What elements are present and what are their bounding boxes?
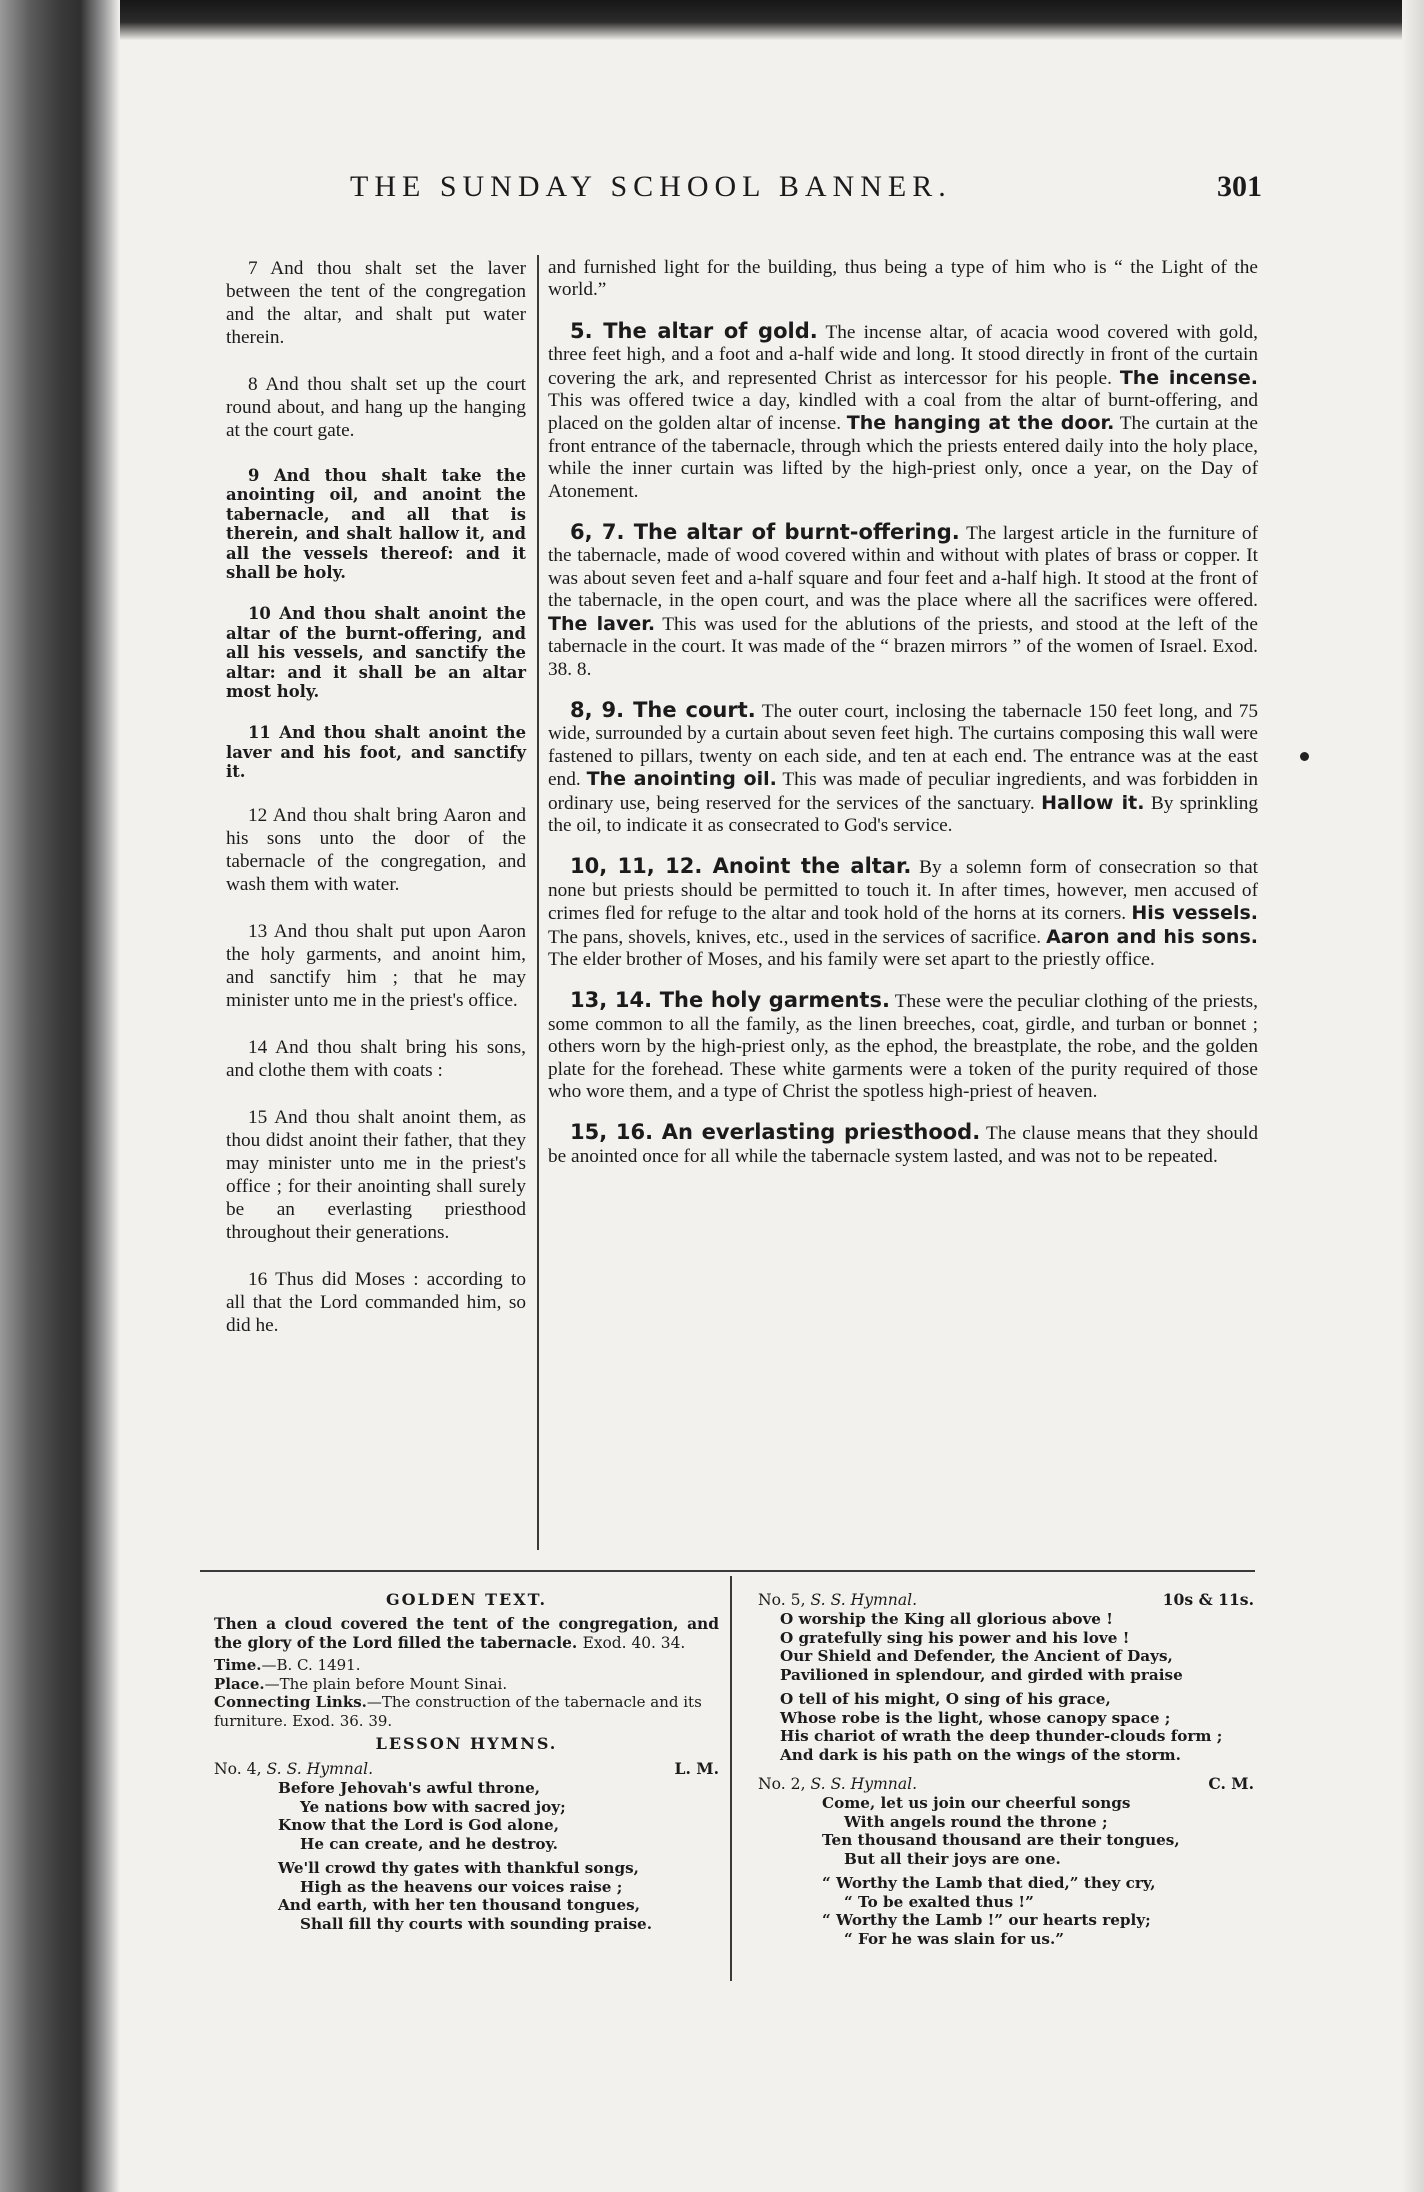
golden-text-title: GOLDEN TEXT.	[385, 1590, 548, 1609]
scripture-verse	[226, 257, 526, 349]
time-label: Time.	[214, 1656, 262, 1674]
scripture-verses-column	[226, 257, 526, 1361]
note-text: The clause means that they should be anointed once for all while the tabernacle system lasted, and was not to be repeated.	[548, 1123, 1258, 1167]
running-head: THE SUNDAY SCHOOL BANNER.	[350, 170, 952, 203]
hymn-line: “ Worthy the Lamb that died,” they cry,	[822, 1874, 1156, 1892]
hymn-meter: C. M.	[1208, 1774, 1254, 1793]
hymn-line: And earth, with her ten thousand tongues,	[278, 1896, 640, 1914]
commentary-note	[548, 699, 1258, 837]
hymn-meter: 10s & 11s.	[1162, 1590, 1254, 1609]
lesson-hymns-title: LESSON HYMNS.	[375, 1734, 558, 1753]
golden-text	[214, 1615, 719, 1652]
verse-text: 13 And thou shalt put upon Aaron the holy garments, and anoint him, and sanctify him ; that he may minister unto me in the priest's office.	[226, 920, 526, 1011]
scripture-verse	[226, 804, 526, 896]
hymn-number: No. 5,	[758, 1591, 806, 1609]
hymn-line: And dark is his path on the wings of the storm.	[780, 1745, 1181, 1764]
note-text: The curtain at the front entrance of the tabernacle, through which the priests entered daily into the holy place, while the inner curtain was lifted by the high-priest only, once a year, on the Day of Atonement.	[548, 413, 1258, 502]
hymn-line: With angels round the throne ;	[844, 1812, 1108, 1831]
hymn-reference	[758, 1774, 917, 1794]
golden-text-section	[214, 1590, 719, 1933]
hymn-block	[214, 1759, 719, 1933]
hymn-line: Ten thousand thousand are their tongues,	[822, 1831, 1180, 1849]
place-label: Place.	[214, 1674, 265, 1693]
note-term: His vessels.	[1131, 902, 1258, 925]
time-value: —B. C. 1491.	[261, 1656, 361, 1674]
hymn-line: Our Shield and Defender, the Ancient of Days,	[780, 1647, 1173, 1665]
hymn-line: Whose robe is the light, whose canopy space ;	[780, 1708, 1171, 1727]
hymn-line: Pavilioned in splendour, and girded with praise	[780, 1665, 1183, 1684]
scripture-verse	[226, 1036, 526, 1082]
note-term: The anointing oil.	[586, 768, 777, 791]
commentary-notes-column	[548, 257, 1258, 1186]
verse-text: 10 And thou shalt anoint the altar of the burnt-offering, and all his vessels, and sanctify the altar: and it shall be an altar most holy.	[226, 604, 526, 702]
note-text: The largest article in the furniture of the tabernacle, made of wood covered within and without with plates of brass or copper. It was about seven feet and a-half square and four feet and a-half high. It stood at the front of the tabernacle, in the open court, and was the place where all the sacrifices were offered.	[548, 523, 1258, 612]
hymn-line: “ For he was slain for us.”	[844, 1929, 1064, 1948]
scripture-verse	[226, 373, 526, 442]
note-term: The laver.	[548, 612, 656, 635]
hymn-line: Ye nations bow with sacred joy;	[300, 1797, 566, 1816]
hymn-line: He can create, and he destroy.	[300, 1834, 558, 1853]
commentary-note	[548, 257, 1258, 302]
commentary-note	[548, 989, 1258, 1103]
note-heading: 15, 16. An everlasting priesthood.	[570, 1120, 981, 1145]
note-heading: 13, 14. The holy garments.	[570, 988, 890, 1013]
scripture-verse	[226, 920, 526, 1012]
verse-text: 15 And thou shalt anoint them, as thou didst anoint their father, that they may minister unto me in the priest's office ; for their anointing shall surely be an everlasting priesthood throughout their generations.	[226, 1106, 526, 1243]
hymn-line: We'll crowd thy gates with thankful songs,	[278, 1859, 639, 1877]
note-heading: 6, 7. The altar of burnt-offering.	[570, 520, 960, 545]
hymn-reference	[758, 1590, 917, 1610]
hymn-line: Know that the Lord is God alone,	[278, 1816, 560, 1834]
hymn-block	[758, 1774, 1254, 1948]
page-header	[258, 168, 1262, 212]
note-text: and furnished light for the building, thus being a type of him who is “ the Light of the world.”	[548, 257, 1258, 301]
connecting-links-label: Connecting Links.	[214, 1693, 367, 1711]
book-spine-shadow	[0, 0, 120, 2192]
note-term: Hallow it.	[1041, 791, 1145, 814]
commentary-note	[548, 855, 1258, 971]
verse-text: 12 And thou shalt bring Aaron and his sons unto the door of the tabernacle of the congregation, and wash them with water.	[226, 804, 526, 895]
note-text: By a solemn form of consecration so that none but priests should be permitted to touch it. In after times, however, men accused of crimes fled for refuge to the altar and took hold of the horns at its corners.	[548, 857, 1258, 925]
hymn-line: Shall fill thy courts with sounding praise.	[300, 1914, 653, 1933]
note-heading: 8, 9. The court.	[570, 697, 756, 722]
note-text: This was used for the ablutions of the priests, and stood at the left of the tabernacle in the court. It was made of the “ brazen mirrors ” of the women of Israel. Exod. 38. 8.	[548, 613, 1258, 680]
hymn-header	[214, 1759, 719, 1779]
hymns-right-column	[758, 1590, 1254, 1948]
verse-text: 8 And thou shalt set up the court round about, and hang up the hanging at the court gate.	[226, 374, 526, 441]
note-text: The incense altar, of acacia wood covered with gold, three feet high, and a foot and a-half wide and long. It stood directly in front of the curtain covering the ark, and represented Christ as intercessor for his people.	[548, 321, 1258, 389]
note-text: This was offered twice a day, kindled with a coal from the altar of burnt-offering, and placed on the golden altar of incense.	[548, 390, 1258, 435]
commentary-note	[548, 521, 1258, 681]
hymn-meter: L. M.	[674, 1759, 719, 1778]
hymn-header	[758, 1774, 1254, 1794]
commentary-note	[548, 1121, 1258, 1168]
hymn-line: “ To be exalted thus !”	[844, 1892, 1034, 1911]
verse-text: 14 And thou shalt bring his sons, and clothe them with coats :	[226, 1036, 526, 1081]
scripture-verse	[226, 1106, 526, 1244]
golden-text-reference: Exod. 40. 34.	[582, 1633, 686, 1652]
note-term: The incense.	[1119, 366, 1258, 389]
place-line	[214, 1675, 719, 1694]
hymn-number: No. 2,	[758, 1775, 806, 1793]
scripture-verse	[226, 604, 526, 701]
hymn-line: O worship the King all glorious above !	[780, 1610, 1113, 1628]
note-term: Aaron and his sons.	[1046, 925, 1258, 948]
page-top-edge	[0, 0, 1424, 40]
connecting-links-value: —The construction of the tabernacle and its furniture. Exod. 36. 39.	[214, 1693, 702, 1730]
hymn-block	[758, 1590, 1254, 1764]
hymn-source: S. S. Hymnal.	[810, 1591, 918, 1609]
hymn-source: S. S. Hymnal.	[810, 1775, 918, 1793]
hymn-line: Before Jehovah's awful throne,	[278, 1779, 541, 1797]
verse-text: 16 Thus did Moses : according to all that the Lord commanded him, so did he.	[226, 1268, 526, 1336]
hymn-line: But all their joys are one.	[844, 1849, 1061, 1868]
hymn-reference	[214, 1759, 373, 1779]
scripture-verse	[226, 1268, 526, 1337]
lower-column-rule	[730, 1576, 732, 1981]
hymn-line: “ Worthy the Lamb !” our hearts reply;	[822, 1911, 1151, 1929]
hymn-line: O gratefully sing his power and his love !	[780, 1628, 1130, 1647]
hymn-header	[758, 1590, 1254, 1610]
hymn-line: O tell of his might, O sing of his grace,	[780, 1690, 1111, 1708]
note-text: These were the peculiar clothing of the priests, some common to all the family, as the linen breeches, coat, girdle, and turban or bonnet ; others worn by the high-priest only, as the ephod, the breastplate, the robe, and the golden plate for the forehead. These white garments were a token of the purity required of those who wore them, and a type of Christ the spotless high-priest of heaven.	[548, 991, 1258, 1102]
note-text: The outer court, inclosing the tabernacle 150 feet long, and 75 wide, surrounded by a curtain about seven feet high. The curtains composing this wall were fastened to pillars, twenty on each side, and ten at each end. The entrance was at the east end.	[548, 700, 1258, 791]
note-text: By sprinkling the oil, to indicate it as consecrated to God's service.	[548, 792, 1258, 836]
note-text: The pans, shovels, knives, etc., used in the services of sacrifice.	[548, 926, 1047, 948]
page-number: 301	[1217, 170, 1262, 203]
time-line	[214, 1656, 719, 1675]
verse-text: 7 And thou shalt set the laver between the tent of the congregation and the altar, and shalt put water therein.	[226, 258, 526, 348]
verse-text: 9 And thou shalt take the anointing oil, and anoint the tabernacle, and all that is therein, and shalt hallow it, and all the vessels thereof: and it shall be holy.	[226, 466, 526, 583]
verse-text: 11 And thou shalt anoint the laver and his foot, and sanctify it.	[226, 723, 526, 782]
column-rule	[537, 255, 539, 1550]
page-right-edge	[1402, 0, 1424, 2192]
hymn-number: No. 4,	[214, 1760, 262, 1778]
commentary-note	[548, 320, 1258, 503]
hymn-line: High as the heavens our voices raise ;	[300, 1877, 623, 1896]
note-text: The elder brother of Moses, and his family were set apart to the priestly office.	[548, 948, 1155, 970]
note-text: This was made of peculiar ingredients, and was forbidden in ordinary use, being reserved for the services of the sanctuary.	[548, 769, 1259, 814]
note-term: The hanging at the door.	[846, 412, 1115, 435]
scripture-verse	[226, 723, 526, 781]
place-value: —The plain before Mount Sinai.	[264, 1674, 508, 1693]
section-rule	[200, 1570, 1255, 1572]
note-heading: 5. The altar of gold.	[570, 318, 818, 343]
hymn-line: His chariot of wrath the deep thunder-clouds form ;	[780, 1727, 1223, 1745]
connecting-links-line	[214, 1693, 719, 1730]
note-heading: 10, 11, 12. Anoint the altar.	[570, 854, 912, 879]
hymn-line: Come, let us join our cheerful songs	[822, 1794, 1131, 1812]
golden-text-body: Then a cloud covered the tent of the congregation, and the glory of the Lord filled the tabernacle.	[214, 1615, 719, 1652]
ink-speck	[1300, 752, 1309, 761]
scripture-verse	[226, 466, 526, 582]
hymn-source: S. S. Hymnal.	[266, 1760, 374, 1778]
